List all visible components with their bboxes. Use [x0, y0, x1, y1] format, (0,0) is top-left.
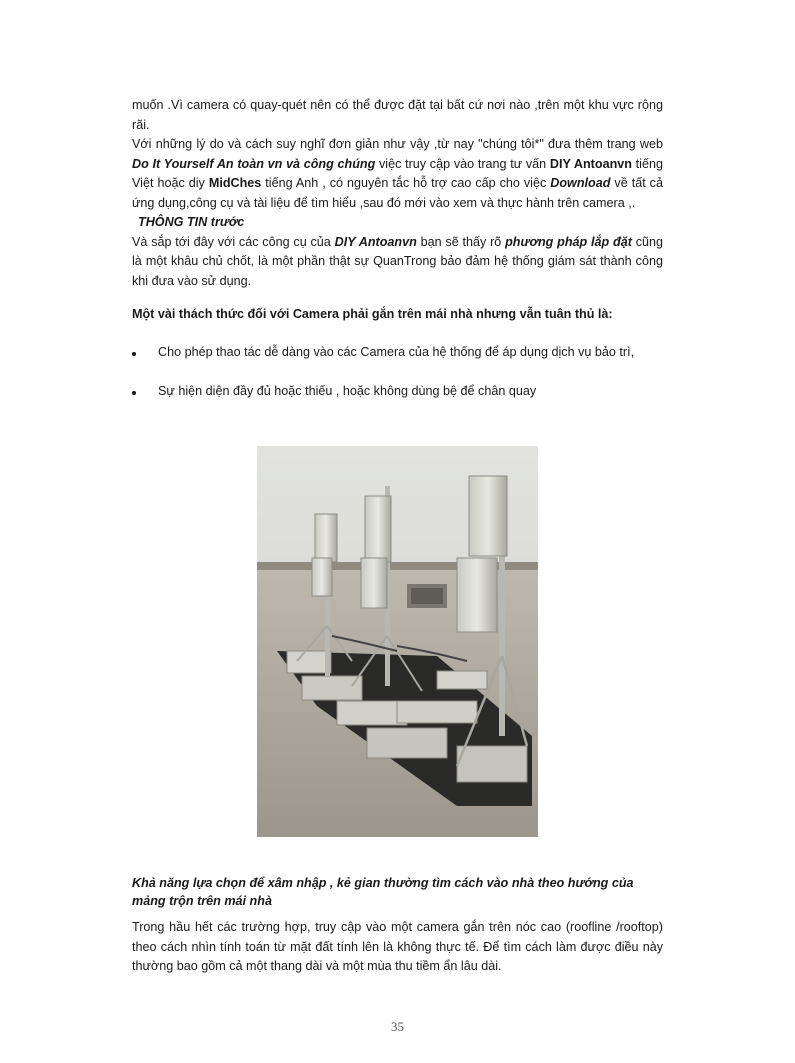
paragraph-intro: muốn .Vì camera có quay-quét nên có thể được đặt tại bất cứ nơi nào ,trên một khu vực rộng rãi. [132, 98, 663, 132]
rooftop-antenna-illustration [257, 446, 538, 837]
paragraph-website [132, 135, 663, 213]
bullet-icon [132, 391, 136, 395]
body-text [132, 96, 663, 422]
list-item [132, 343, 663, 363]
text-run: cũng là một khâu chủ chốt, là một phần thật sự QuanTrong bảo đảm hệ thống giám sát thành công khi đưa vào sử dụng. [132, 234, 663, 288]
text-run: tiếng Việt hoặc diy [132, 156, 663, 190]
site-name: Do It Yourself An toàn vn và công chúng [132, 156, 376, 171]
paragraph-tools [132, 233, 663, 292]
list-item-text: Cho phép thao tác dễ dàng vào các Camera của hệ thống để áp dụng dịch vụ bảo trì, [158, 344, 635, 359]
section-label: THÔNG TIN trước [138, 215, 245, 229]
paragraph-rooftop-access: Trong hầu hết các trường hợp, truy cập vào một camera gắn trên nóc cao (roofline /rooftop) theo cách nhìn tính toán từ mặt đất tính lên là không thực tế. Để tìm cách làm được điều này thường bao gồm cả một thang dài và một mùa thu tiềm ẩn lâu dài. [132, 920, 663, 973]
challenge-heading: Một vài thách thức đối với Camera phải gắn trên mái nhà nhưng vẫn tuân thủ là: [132, 307, 613, 321]
text-run: về tất cả ứng dụng,công cụ và tài liệu để tìm hiểu ,sau đó mới vào xem và thực hành trên camera ,. [132, 176, 663, 210]
challenge-list [132, 343, 663, 402]
rooftop-antenna-photo [257, 446, 538, 837]
text-run: tiếng Anh , có nguyên tắc hỗ trợ cao cấp cho việc [261, 176, 551, 190]
list-item [132, 382, 663, 402]
diy-antoanvn-label: DIY Antoanvn [334, 234, 417, 249]
bullet-icon [132, 352, 136, 356]
installation-method-label: phương pháp lắp đặt [505, 234, 632, 249]
diy-antoanvn-label: DIY Antoanvn [549, 156, 632, 171]
midches-label: MidChes [208, 176, 262, 190]
list-item-text: Sự hiện diện đầy đủ hoặc thiếu , hoặc không dùng bệ để chân quay [158, 384, 537, 398]
text-run: Với những lý do và cách suy nghĩ đơn giản như vậy ,từ nay "chúng tôi*" đưa thêm trang web [132, 137, 663, 151]
page-number: 35 [391, 1019, 404, 1034]
text-run: Và sắp tới đây với các công cụ của [132, 234, 335, 249]
text-run: việc truy cập vào trang tư vấn [375, 156, 550, 171]
text-run: bạn sẽ thấy rõ [416, 234, 506, 249]
intrusion-heading: Khả năng lựa chọn để xâm nhập , kẻ gian thường tìm cách vào nhà theo hướng của mảng trộn trên mái nhà [132, 876, 634, 908]
download-label: Download [550, 176, 611, 190]
